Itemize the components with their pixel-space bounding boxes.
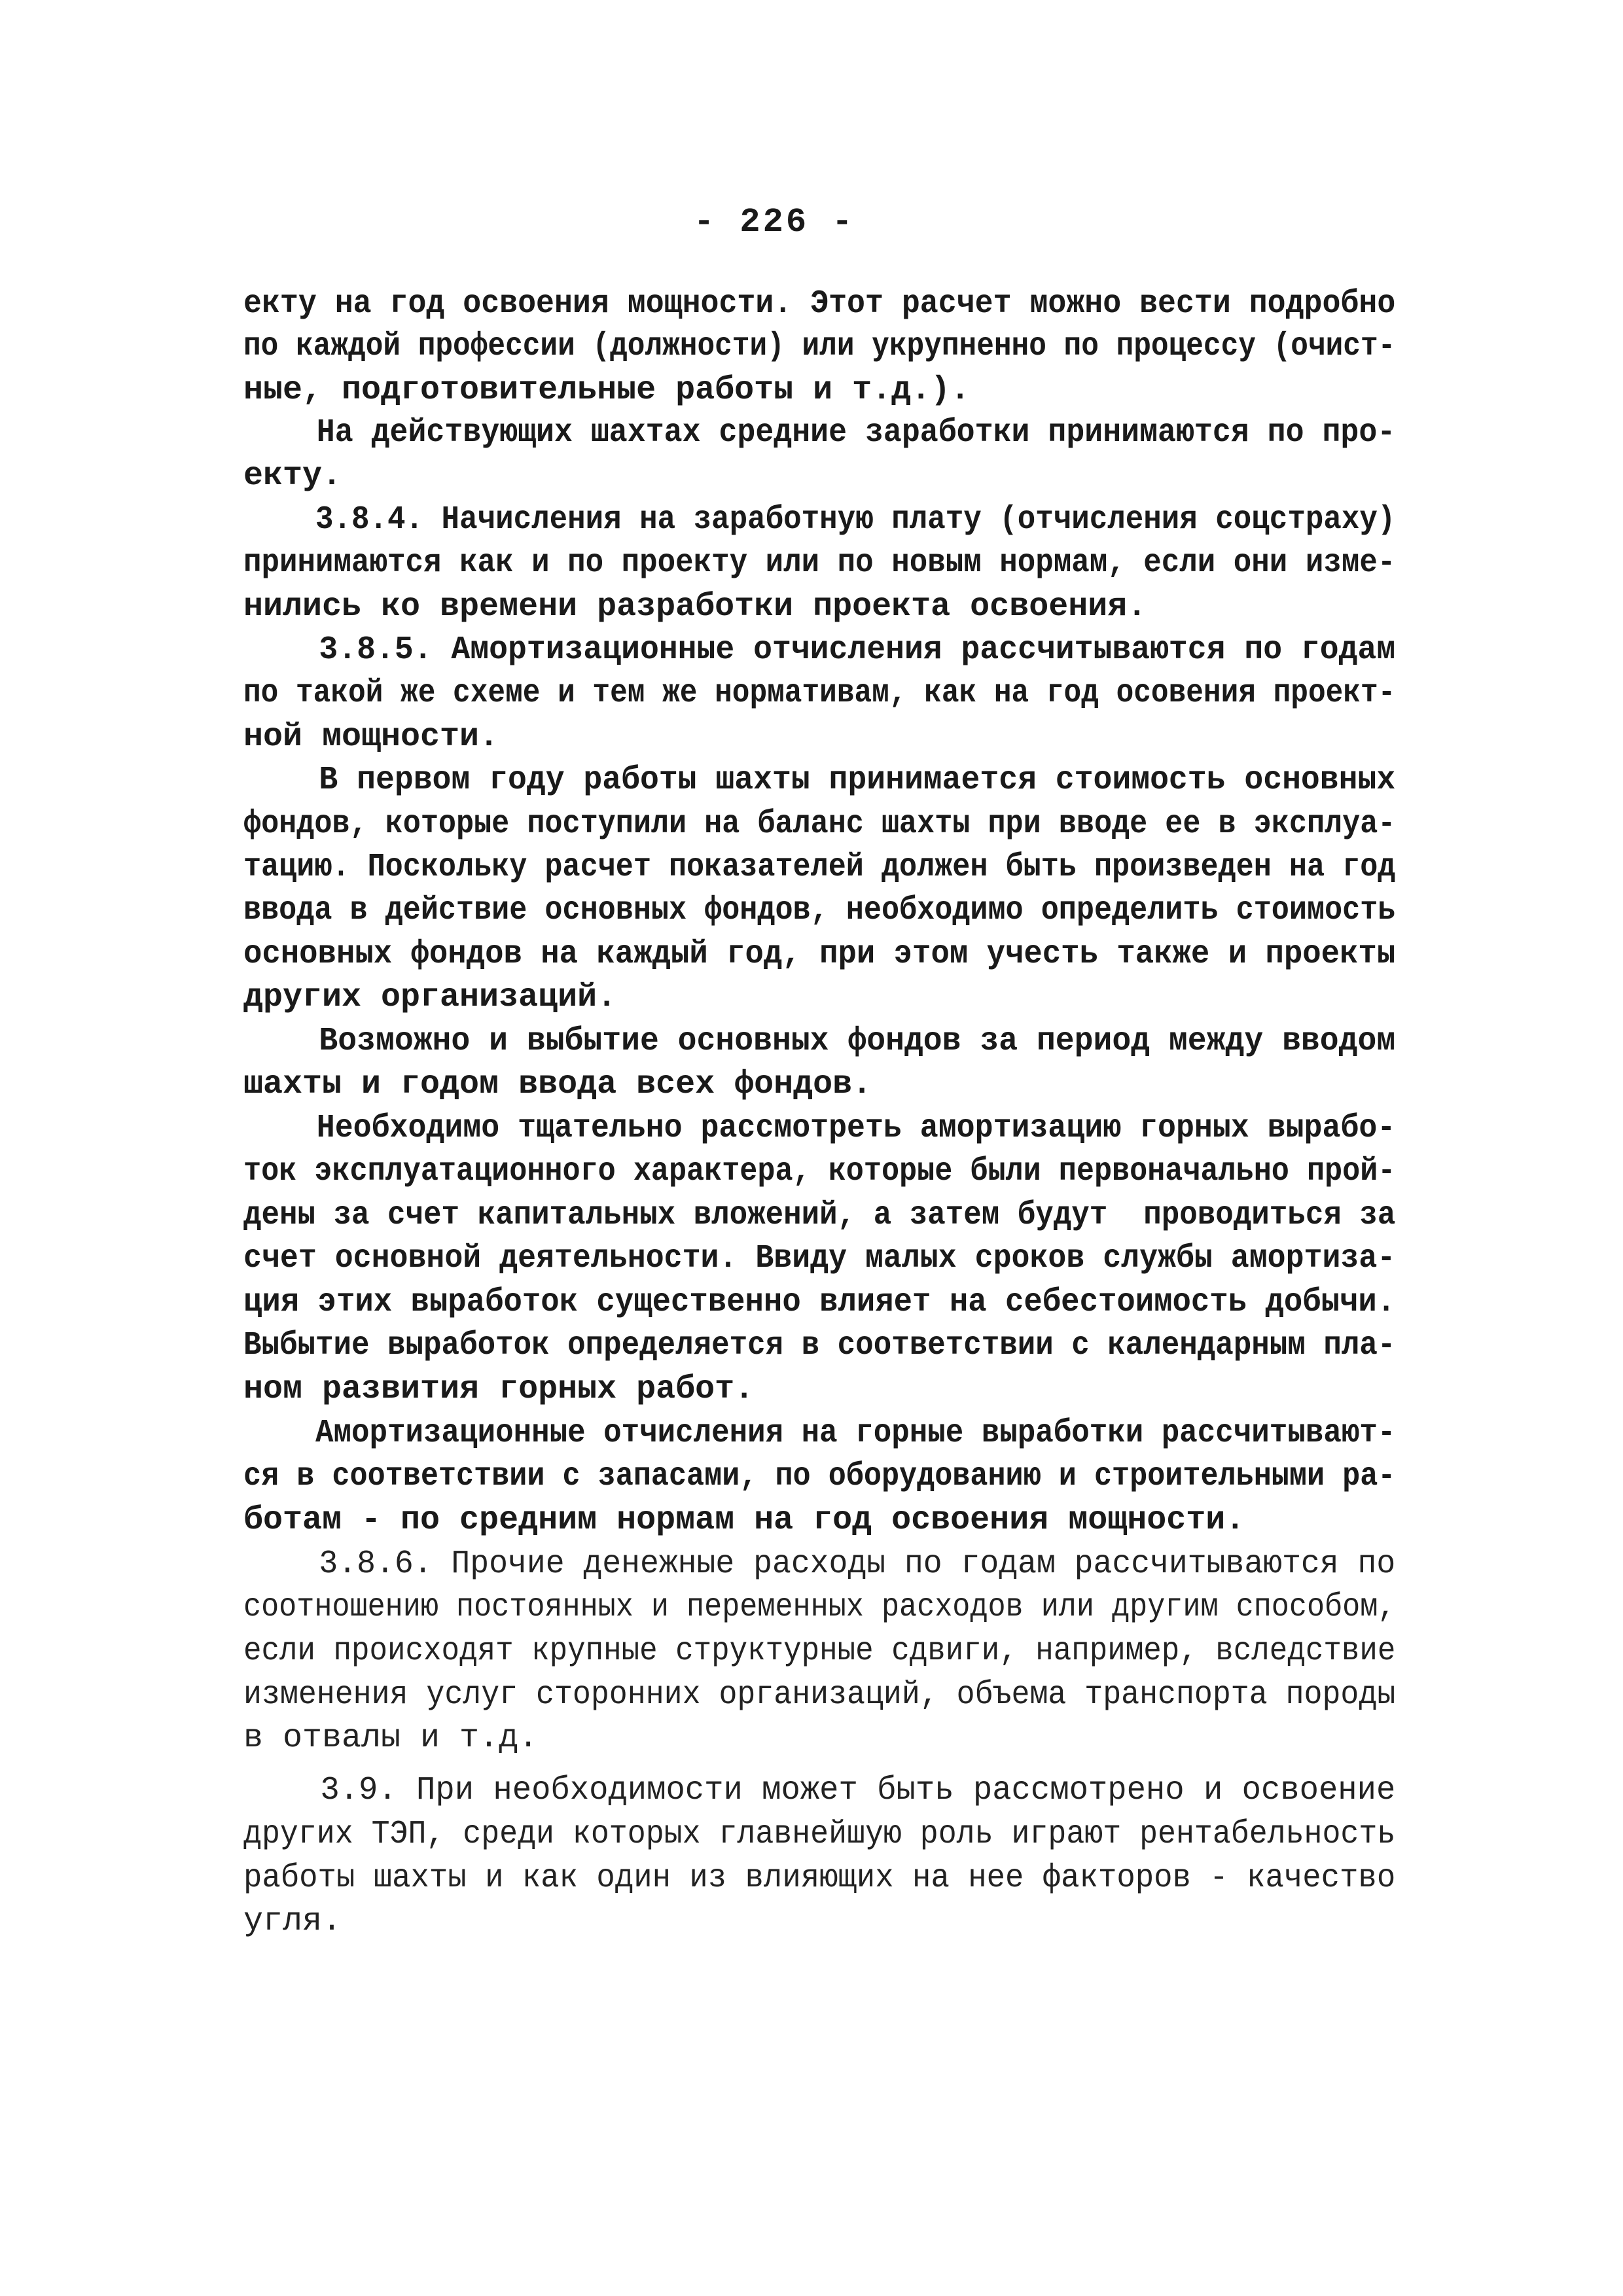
text-line: ввода в действие основных фондов, необходимо определить стоимость: [243, 892, 1396, 929]
text-line: Амортизационные отчисления на горные выработки рассчитывают-: [243, 1415, 1396, 1452]
text-line: екту.: [243, 457, 342, 495]
text-line: ция этих выработок существенно влияет на себестоимость добычи.: [243, 1284, 1396, 1321]
text-line: в отвалы и т.д.: [243, 1720, 539, 1757]
text-line: екту на год освоения мощности. Этот расчет можно вести подробно: [243, 285, 1396, 323]
text-line: дены за счет капитальных вложений, а затем будут проводиться за: [243, 1197, 1396, 1234]
text-line: ной мощности.: [243, 718, 499, 756]
page-number: - 226 -: [694, 203, 855, 241]
text-line: изменения услуг сторонних организаций, объема транспорта породы: [243, 1676, 1396, 1714]
text-line: 3.8.4. Начисления на заработную плату (отчисления соцстраху): [243, 501, 1396, 539]
text-line: других ТЭП, среди которых главнейшую роль играют рентабельность: [243, 1816, 1396, 1853]
text-line: нились ко времени разработки проекта освоения.: [243, 588, 1147, 626]
text-line: фондов, которые поступили на баланс шахты при вводе ее в эксплуа-: [243, 805, 1396, 843]
text-line: тацию. Поскольку расчет показателей должен быть произведен на год: [243, 849, 1396, 886]
text-line: по такой же схеме и тем же нормативам, как на год осовения проект-: [243, 675, 1396, 712]
text-line: других организаций.: [243, 979, 617, 1016]
text-line: угля.: [243, 1903, 342, 1940]
text-line: Выбытие выработок определяется в соответствии с календарным пла-: [243, 1327, 1396, 1364]
text-line: Необходимо тщательно рассмотреть амортизацию горных вырабо-: [243, 1110, 1396, 1147]
text-line: ся в соответствии с запасами, по оборудованию и строительными ра-: [243, 1458, 1396, 1495]
text-line: если происходят крупные структурные сдвиги, например, вследствие: [243, 1633, 1396, 1670]
text-line: счет основной деятельности. Ввиду малых сроков службы амортиза-: [243, 1240, 1396, 1277]
text-line: принимаются как и по проекту или по новым нормам, если они изме-: [243, 544, 1396, 582]
text-line: 3.8.6. Прочие денежные расходы по годам рассчитываются по: [243, 1545, 1396, 1583]
text-line: соотношению постоянных и переменных расходов или другим способом,: [243, 1589, 1396, 1626]
text-line: 3.9. При необходимости может быть рассмотрено и освоение: [243, 1772, 1396, 1809]
text-line: ботам - по средним нормам на год освоения мощности.: [243, 1502, 1245, 1539]
text-line: ном развития горных работ.: [243, 1371, 755, 1408]
text-line: В первом году работы шахты принимается стоимость основных: [243, 762, 1396, 799]
text-line: На действующих шахтах средние заработки принимаются по про-: [243, 414, 1396, 451]
text-line: 3.8.5. Амортизационные отчисления рассчитываются по годам: [243, 631, 1396, 669]
text-line: ток эксплуатационного характера, которые были первоначально прой-: [243, 1153, 1396, 1190]
text-line: шахты и годом ввода всех фондов.: [243, 1066, 872, 1103]
text-line: по каждой профессии (должности) или укрупненно по процессу (очист-: [243, 328, 1396, 365]
text-line: ные, подготовительные работы и т.д.).: [243, 372, 971, 409]
text-line: Возможно и выбытие основных фондов за период между вводом: [243, 1023, 1396, 1060]
text-line: основных фондов на каждый год, при этом учесть также и проекты: [243, 936, 1396, 973]
text-line: работы шахты и как один из влияющих на нее факторов - качество: [243, 1860, 1396, 1897]
